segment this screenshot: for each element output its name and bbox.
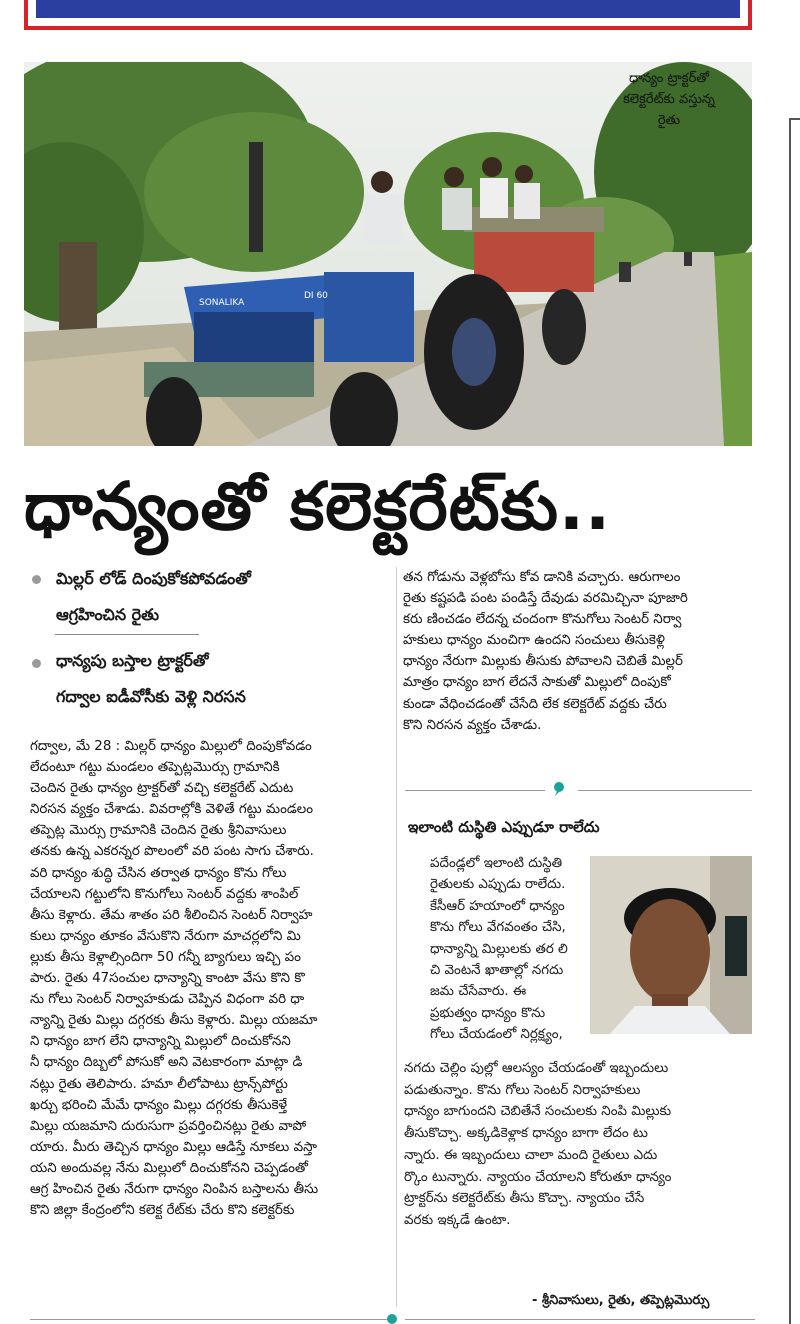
body-line: కులు ధాన్యం తూకం వేసుకొని నేరుగా మాచర్లలోని మి	[30, 928, 301, 944]
quote-line: గోలు చేయడంలో నిర్లక్ష్యం,	[430, 1027, 563, 1043]
quote-line: కేసీఆర్‌ హయాంలో ధాన్యం	[430, 898, 565, 914]
bullet-line: గద్వాల ఐడీవోసీకు వెళ్లి నిరసన	[56, 687, 246, 706]
body-line: తనకు ఉన్న ఎకరన్నర పొలంలో వరి పంట సాగు చేశారు.	[30, 844, 314, 860]
sidebar-border	[789, 118, 791, 1324]
bullet-line: ధాన్యపు బస్తాల ట్రాక్టర్‌తో	[56, 651, 209, 670]
quote-line: ర్కొం టున్నారు. న్యాయం చేయాలని కోరుతూ ధాన్యం	[404, 1169, 672, 1185]
quote-line: ప్రభుత్వం ధాన్యం కొను	[430, 1005, 546, 1021]
quote-line: చి వెంటనే ఖాతాల్లో నగదు	[430, 963, 564, 979]
body-line: ల్లుకు తీసు కెళ్లాల్సిందిగా 50 గన్నీ బ్యాగులు ఇచ్చి పం	[30, 949, 301, 965]
bullet-dot-icon	[32, 659, 41, 668]
body-line: ఆగ్ర హించిన రైతు నేరుగా ధాన్యం నింపిన బస్తాలను తీసు	[30, 1181, 319, 1197]
tractor-photo	[24, 62, 752, 446]
caption-line: రైతు	[657, 113, 681, 128]
ornament-rule-right	[578, 790, 752, 791]
masthead-band	[24, 0, 752, 30]
bullet-underline	[55, 634, 199, 635]
body-line: లేదంటూ గట్టు మండలం తప్పెట్లమొర్సు గ్రామానికి	[30, 760, 280, 776]
body-line: కుండా వేధించడంతో చేసేది లేక కలెక్టరేట్‌ వద్దకు చేరు	[403, 696, 667, 712]
quote-line: వరకు ఇక్కడే ఉంటా.	[404, 1212, 511, 1228]
body-line: తప్పెట్ల మొర్సు గ్రామానికి చెందిన రైతు శ్రీనివాసులు	[30, 823, 287, 839]
quote-line: తీసుకొచ్చా. అక్కడికెళ్లాక ధాన్యం బాగా లేదం టు	[404, 1126, 648, 1142]
sidebar-rule	[790, 118, 800, 120]
body-line: యని అందువల్ల నేను మిల్లులో దించుకోనని చెప్పడంతో	[30, 1160, 308, 1176]
tractor-model-text: DI 60	[304, 291, 328, 301]
body-line: వరి ధాన్యం శుద్ధి చేసిన తర్వాత ధాన్యం కొను గోలు	[30, 865, 287, 881]
body-line: ధాన్యం నేరుగా మిల్లుకు తీసుకు పోవాలని చెబితే మిల్లర్‌	[403, 654, 683, 670]
bottom-rule-right	[405, 1319, 755, 1320]
body-line: తీసు కెళ్లారు. తేమ శాతం పరి శీలించిన సెంటర్‌ నిర్వాహ	[30, 907, 313, 923]
quote-line: పడుతున్నాం. కొను గోలు సెంటర్‌ నిర్వాహకులు	[404, 1082, 641, 1098]
quote-line: ధాన్యాన్ని మిల్లులకు తర లి	[430, 941, 568, 957]
quote-line: జమ చేసేవారు. ఈ	[430, 984, 527, 1000]
column-divider	[396, 567, 397, 1307]
caption-line: కలెక్టరేట్‌కు వస్తున్న	[623, 92, 715, 107]
ornament-dot-icon	[387, 1314, 397, 1324]
body-line: చేయాలని గట్టులోని కొనుగోలు సెంటర్‌ వద్దకు శాంపిల్‌	[30, 886, 299, 902]
farmer-portrait	[590, 856, 752, 1034]
quote-line: కొను గోలు వేగవంతం చేసి,	[430, 920, 566, 936]
bullet-line: మిల్లర్‌ లోడ్‌ దింపుకోకపోవడంతో	[56, 569, 251, 588]
quote-line: నగదు చెల్లిం పుల్లో ఆలస్యం చేయడంతో ఇబ్బందులు	[404, 1061, 669, 1076]
body-line: ని ధాన్యం బాగ లేని ధాన్యాన్ని మిల్లులో దించుకోనని	[30, 1034, 291, 1050]
bullet-point	[32, 567, 372, 637]
body-line: మిల్లు యజమాని దురుసుగా ప్రవర్తించినట్లు రైతు వాపో	[30, 1118, 307, 1134]
body-line: నట్లు రైతు తెలిపారు. హమా లీలోపాటు ట్రాన్స్‌పోర్టు	[30, 1076, 288, 1092]
tractor-brand-text: SONALIKA	[199, 298, 245, 308]
body-line: ఖర్చు భరించి మేమే ధాన్యం మిల్లు దగ్గరకు తీసుకెళ్తే	[30, 1097, 288, 1113]
body-line: నీ ధాన్యం దిబ్బలో పోసుకో అని వెటకారంగా మాట్లా డి	[30, 1055, 303, 1071]
quote-text-narrow	[430, 853, 568, 1046]
body-line: మాత్రం ధాన్యం బాగ లేదనే సాకుతో మిల్లులో దింపుకో	[403, 675, 671, 691]
body-line: చెందిన రైతు ధాన్యం ట్రాక్టర్‌తో వచ్చి కలెక్టరేట్‌ ఎదుట	[30, 781, 294, 797]
bullet-dot-icon	[32, 575, 41, 584]
body-line: యారు. మీరు తెచ్చిన ధాన్యం మిల్లు ఆడిస్తే నూకలు వస్తా	[30, 1139, 317, 1155]
body-line: న్యాన్ని రైతు మిల్లు దగ్గరకు తీసు కెళ్లారు. మిల్లు యజమా	[30, 1013, 318, 1029]
bullet-point	[32, 651, 372, 721]
body-line: నిరసన వ్యక్తం చేశాడు. వివరాల్లోకి వెళితే గట్టు మండలం	[30, 802, 314, 818]
article-body-right	[403, 567, 763, 736]
body-line: కరు ణించడం లేదన్న చందంగా కొనుగోలు సెంటర్‌ నిర్వా	[403, 612, 682, 628]
quote-text-full	[404, 1058, 671, 1232]
quote-byline: - శ్రీనివాసులు, రైతు, తప్పెట్లమొర్సు	[532, 1293, 710, 1308]
quote-mark-icon	[553, 781, 569, 797]
portrait-illustration	[590, 856, 752, 1034]
body-line: పారు. రైతు 47సంచుల ధాన్యాన్ని కాంటా వేసు కొని కొ	[30, 971, 305, 987]
bullet-line: ఆగ్రహించిన రైతు	[56, 605, 160, 624]
quote-heading: ఇలాంటి దుస్థితి ఎప్పుడూ రాలేదు	[408, 818, 600, 836]
caption-line: ధాన్యం ట్రాక్టర్‌తో	[629, 71, 709, 86]
body-line: తన గోడును వెళ్లబోసు కోవ డానికి వచ్చారు. ఆరుగాలం	[403, 570, 681, 585]
body-line: హకులు ధాన్యం మంచిగా ఉందని సంచులు తీసుకెళ్లి	[403, 633, 665, 649]
ornament-rule-left	[405, 790, 545, 791]
article-body-left	[30, 736, 390, 1221]
body-line: కొని జిల్లా కేంద్రంలోని కలెక్ట రేట్‌కు చేరు కొని కలెక్టర్‌కు	[30, 1203, 295, 1219]
body-line: రైతు కష్టపడి పంట పండిస్తే దేవుడు వరమిచ్చినా పూజారి	[403, 591, 688, 607]
quote-line: పదేండ్లలో ఇలాంటి దుస్థితి	[430, 856, 563, 871]
bottom-rule-left	[30, 1319, 388, 1320]
body-line: కొని నిరసన వ్యక్తం చేశాడు.	[403, 717, 542, 733]
body-line: గద్వాల, మే 28 : మిల్లర్‌ ధాన్యం మిల్లులో దింపుకోవడం	[30, 739, 312, 754]
body-line: ను గోలు సెంటర్‌ నిర్వాహకుడు చెప్పిన విధంగా వరి ధా	[30, 992, 305, 1008]
quote-line: రైతులకు ఎప్పుడు రాలేదు.	[430, 877, 566, 893]
quote-line: ట్రాక్టర్‌ను కలెక్టరేట్‌కు తీసు కొచ్చా. న్యాయం చేసే	[404, 1191, 645, 1207]
photo-caption	[594, 68, 744, 131]
quote-line: ధాన్యం బాగుందని చెబితేనే సంచులకు నింపి మిల్లుకు	[404, 1104, 672, 1120]
headline: ధాన్యంతో కలెక్టరేట్‌కు..	[24, 468, 612, 545]
quote-line: న్నారు. ఈ ఇబ్బందులు చాలా మంది రైతులు ఎదు	[404, 1147, 658, 1163]
